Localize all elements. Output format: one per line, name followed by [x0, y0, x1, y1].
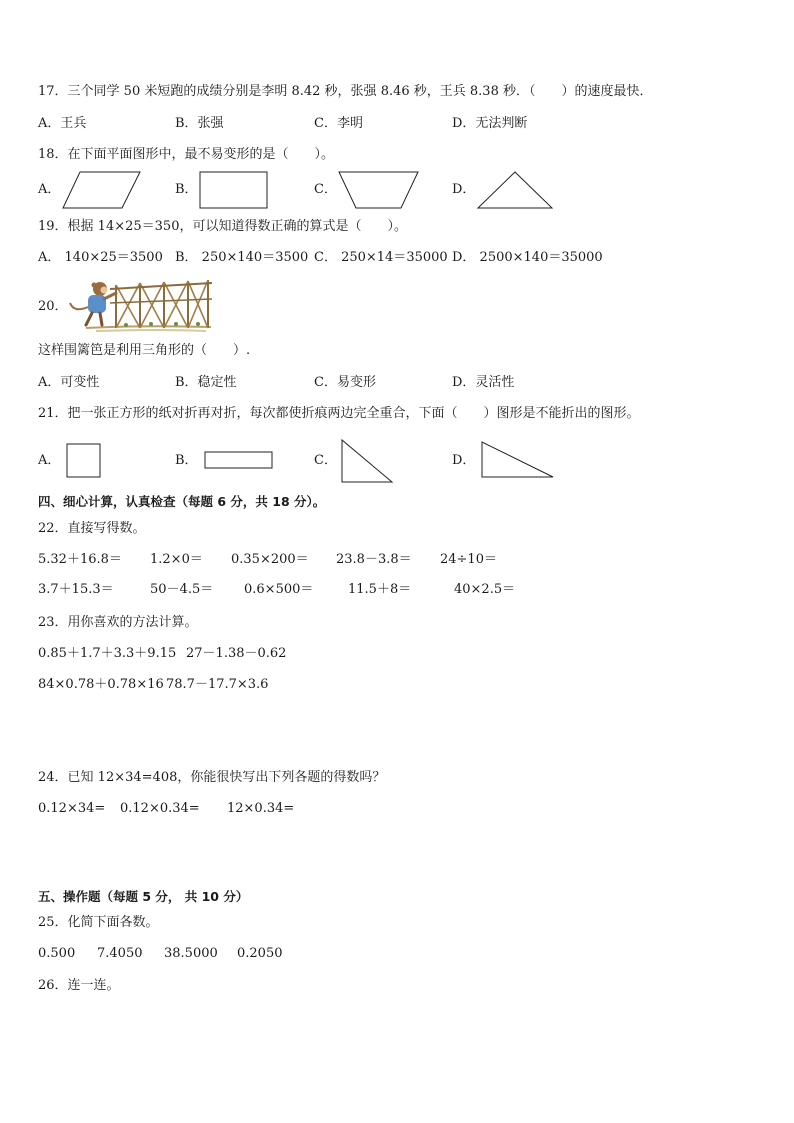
right-triangle-shape [340, 438, 394, 484]
q21-label-b: B． [175, 453, 198, 468]
q22-r2-c4: 11.5＋8＝ [348, 582, 412, 597]
q18-label-b: B． [175, 182, 198, 197]
q22-r1-c4: 23.8－3.8＝ [336, 552, 412, 567]
q17-option-c: C．李明 [314, 116, 363, 131]
q20-option-d: D．灵活性 [452, 375, 515, 390]
square-shape [66, 443, 102, 479]
q19-option-b: B． 250×140＝3500 [175, 250, 309, 265]
q19-option-d: D． 2500×140＝35000 [452, 250, 603, 265]
q21-label-a: A． [38, 453, 61, 468]
section-4-title: 四、细心计算，认真检查（每题 6 分，共 18 分）。 [38, 494, 326, 509]
rectangle-shape [199, 170, 269, 210]
q21-label-d: D． [452, 453, 476, 468]
q20-option-b: B．稳定性 [175, 375, 237, 390]
q17-option-a: A．王兵 [38, 116, 87, 131]
q22-r2-c2: 50－4.5＝ [150, 582, 214, 597]
q19-option-a: A． 140×25＝3500 [38, 250, 163, 265]
q25-c1: 0.500 [38, 946, 76, 961]
q22-r2-c1: 3.7＋15.3＝ [38, 582, 114, 597]
right-triangle-wide-shape [480, 440, 556, 480]
q25-c2: 7.4050 [97, 946, 143, 961]
q25-c3: 38.5000 [164, 946, 218, 961]
trapezoid-shape [338, 170, 420, 210]
q20-option-a: A．可变性 [38, 375, 100, 390]
monkey-fence-illustration [66, 273, 212, 335]
q17-stem: 17．三个同学 50 米短跑的成绩分别是李明 8.42 秒，张强 8.46 秒，王兵 8.38 秒．（ ）的速度最快． [38, 84, 653, 99]
q21-stem: 21．把一张正方形的纸对折再对折，每次都使折痕两边完全重合，下面（ ）图形是不能折出的图形。 [38, 406, 640, 421]
q22-r2-c3: 0.6×500＝ [244, 582, 314, 597]
q18-stem: 18．在下面平面图形中，最不易变形的是（ ）。 [38, 147, 335, 162]
q22-r1-c2: 1.2×0＝ [150, 552, 203, 567]
q24-c1: 0.12×34= [38, 801, 106, 816]
q18-label-a: A． [38, 182, 61, 197]
q17-option-b: B．张强 [175, 116, 224, 131]
q24-c3: 12×0.34= [227, 801, 295, 816]
q23-r1-c2: 27－1.38－0.62 [186, 646, 287, 661]
q23-r2-c1: 84×0.78＋0.78×16 [38, 677, 164, 692]
q23-stem: 23．用你喜欢的方法计算。 [38, 615, 198, 630]
q23-r2-c2: 78.7－17.7×3.6 [166, 677, 269, 692]
q19-option-c: C． 250×14＝35000 [314, 250, 448, 265]
rectangle-shape [204, 451, 274, 471]
triangle-shape [476, 170, 554, 210]
q17-option-d: D．无法判断 [452, 116, 528, 131]
q18-label-c: C． [314, 182, 337, 197]
q20-option-c: C．易变形 [314, 375, 376, 390]
q22-r1-c5: 24÷10＝ [440, 552, 497, 567]
q22-r2-c5: 40×2.5＝ [454, 582, 516, 597]
q24-stem: 24．已知 12×34=408，你能很快写出下列各题的得数吗？ [38, 770, 386, 785]
q22-r1-c1: 5.32＋16.8＝ [38, 552, 122, 567]
q18-label-d: D． [452, 182, 476, 197]
q23-r1-c1: 0.85＋1.7＋3.3＋9.15 [38, 646, 177, 661]
section-5-title: 五、操作题（每题 5 分， 共 10 分） [38, 889, 249, 904]
q25-stem: 25．化简下面各数。 [38, 915, 159, 930]
q22-r1-c3: 0.35×200＝ [231, 552, 309, 567]
q20-stem: 这样围篱笆是利用三角形的（ ）. [38, 343, 251, 358]
q26-stem: 26．连一连。 [38, 978, 120, 993]
q21-label-c: C． [314, 453, 337, 468]
q22-stem: 22．直接写得数。 [38, 521, 146, 536]
parallelogram-shape [62, 170, 142, 210]
q19-stem: 19．根据 14×25＝350，可以知道得数正确的算式是（ ）。 [38, 219, 407, 234]
q25-c4: 0.2050 [237, 946, 283, 961]
q20-number: 20． [38, 299, 68, 314]
q24-c2: 0.12×0.34= [120, 801, 200, 816]
